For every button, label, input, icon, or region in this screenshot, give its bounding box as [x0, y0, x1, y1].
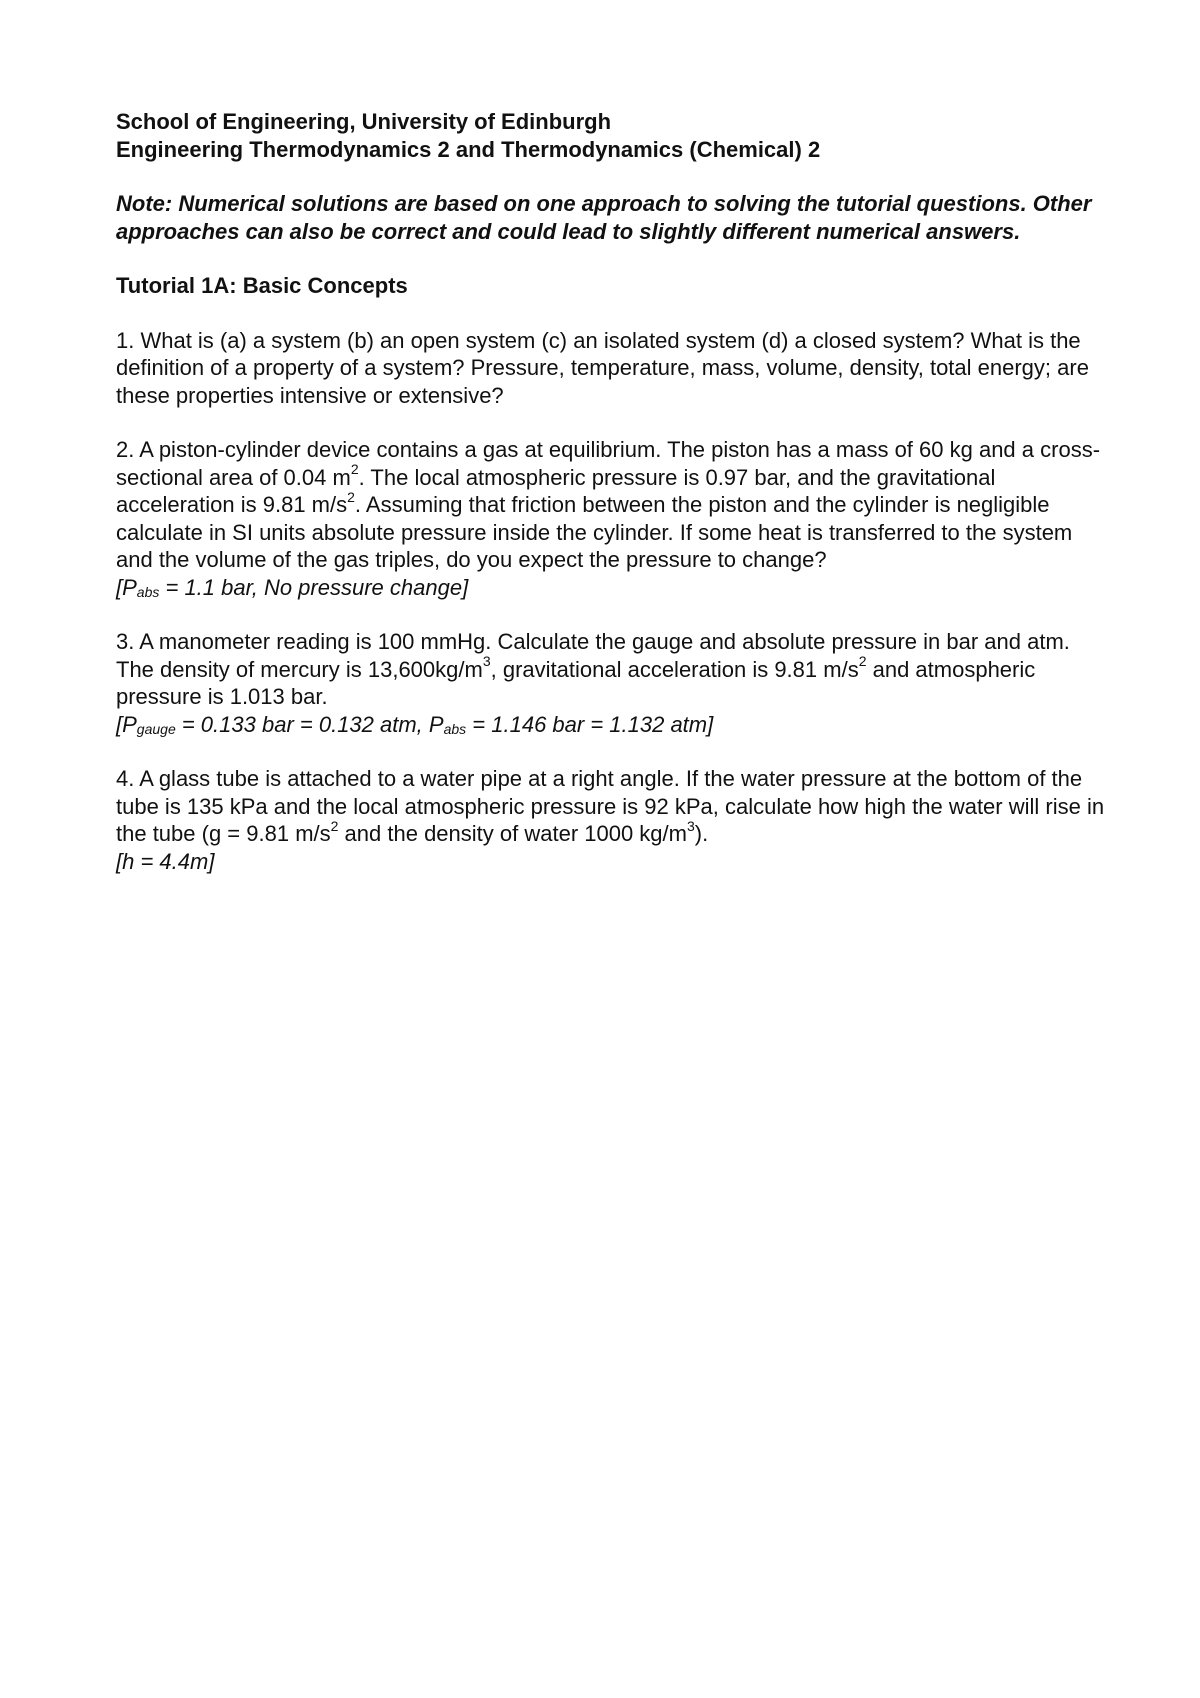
question-2-answer-open: [P: [116, 574, 137, 600]
question-3-part3: and atmospheric pressure is 1.013 bar.: [116, 656, 1036, 709]
school-heading: School of Engineering, University of Edinburgh: [116, 109, 612, 134]
question-2-part1: 2. A piston-cylinder device contains a gas at equilibrium. The piston has a mass of 60 kg and a cross-sectional area of 0.04 m: [116, 437, 1101, 490]
question-2-sup2: 2: [347, 488, 355, 505]
question-2-part3: . Assuming that friction between the piston and the cylinder is negligible calculate in SI units absolute pressure inside the cylinder. If some heat is transferred to the system and the volume of the gas triples, do you expect the pressure to change?: [116, 492, 1073, 572]
question-3-answer-open: [P: [116, 711, 137, 737]
question-4-part3: ).: [694, 821, 709, 846]
question-3-answer: [116, 711, 1106, 739]
question-3-answer-rest: = 1.146 bar = 1.132 atm]: [466, 711, 714, 737]
question-4-part1: 4. A glass tube is attached to a water pipe at a right angle. If the water pressure at the bottom of the tube is 135 kPa and the local atmospheric pressure is 92 kPa, calculate how high the water will rise in the tube (g = 9.81 m/s: [116, 766, 1105, 846]
document-page: [116, 108, 1106, 875]
question-2-part2: . The local atmospheric pressure is 0.97 bar, and the gravitational acceleration is 9.81 m/s: [116, 464, 996, 517]
question-2-answer: [116, 574, 1106, 602]
question-3-sup2: 2: [858, 653, 867, 670]
question-2-answer-sub: abs: [136, 583, 160, 600]
question-4-part2: and the density of water 1000 kg/m: [338, 821, 687, 846]
question-3-part1: 3. A manometer reading is 100 mmHg. Calculate the gauge and absolute pressure in bar and atm. The density of mercury is 13,600kg/m: [116, 629, 1070, 682]
question-2-answer-rest: = 1.1 bar, No pressure change]: [159, 574, 469, 600]
question-4: [116, 765, 1106, 875]
question-4-text: [116, 765, 1106, 848]
question-1-text: 1. What is (a) a system (b) an open system (c) an isolated system (d) a closed system? What is the definition of a property of a system? Pressure, temperature, mass, volume, density, total energy; are these properties intensive or extensive?: [116, 327, 1089, 408]
question-3-answer-sub2: abs: [443, 720, 467, 737]
question-4-answer: [h = 4.4m]: [116, 848, 215, 874]
question-3-answer-sub1: gauge: [136, 720, 176, 737]
question-1: [116, 327, 1106, 410]
question-3-sup1: 3: [482, 653, 491, 670]
question-3-part2: , gravitational acceleration is 9.81 m/s: [490, 656, 859, 682]
question-2: [116, 436, 1106, 601]
question-4-sup1: 2: [330, 817, 339, 834]
tutorial-title: Tutorial 1A: Basic Concepts: [116, 273, 408, 298]
question-3-answer-mid: = 0.133 bar = 0.132 atm, P: [175, 711, 444, 737]
note-paragraph: Note: Numerical solutions are based on one approach to solving the tutorial questions. Other approaches can also be correct and could lead to slightly different numerical answers.: [116, 191, 1092, 244]
course-heading: Engineering Thermodynamics 2 and Thermodynamics (Chemical) 2: [116, 136, 821, 162]
question-3: [116, 628, 1106, 738]
question-2-sup1: 2: [350, 461, 359, 478]
question-3-text: [116, 628, 1106, 711]
question-2-text: [116, 436, 1106, 574]
question-4-sup2: 3: [686, 817, 695, 834]
